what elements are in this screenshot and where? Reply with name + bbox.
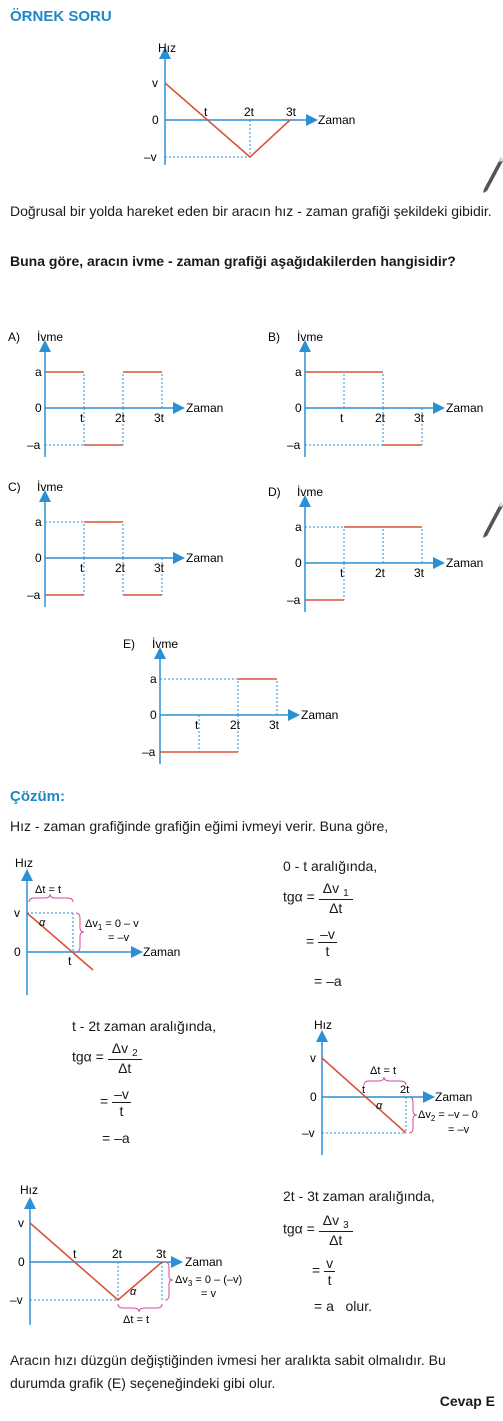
tick-t: t: [80, 411, 84, 425]
tick-2t: 2t: [375, 566, 386, 580]
svg-text:t: t: [68, 954, 72, 968]
x-axis-label: Zaman: [446, 401, 484, 415]
svg-text:Zaman: Zaman: [185, 1255, 223, 1269]
x-axis-label: Zaman: [186, 551, 224, 565]
tick-2t: 2t: [115, 561, 126, 575]
option-e-graph[interactable]: [120, 632, 365, 772]
tick-2t: 2t: [375, 411, 386, 425]
option-label: E): [123, 637, 135, 651]
tick-3t: 3t: [269, 718, 280, 732]
tick-t: t: [340, 411, 344, 425]
svg-text:v: v: [152, 76, 158, 90]
svg-text:0: 0: [310, 1090, 317, 1104]
y-axis-label: Hız: [158, 41, 176, 55]
tick-neg-a: –a: [27, 588, 41, 602]
tick-3t: 3t: [414, 411, 425, 425]
svg-text:2t: 2t: [112, 1247, 123, 1261]
tick-neg-a: –a: [287, 438, 301, 452]
y-axis-label: İvme: [37, 330, 64, 344]
svg-text:Δv3 = 0 – (–v): $\Delta v_3 = 0 - (-v)$: [175, 1274, 243, 1288]
tick-neg-a: –a: [142, 745, 156, 759]
tick-2t: 2t: [115, 411, 126, 425]
tick-zero: 0: [35, 551, 42, 565]
svg-text:t: t: [362, 1084, 366, 1096]
question-text: Doğrusal bir yolda hareket eden bir aracın hız - zaman grafiği şekildeki gibidir.: [10, 203, 492, 219]
svg-text:Hız: Hız: [20, 1183, 38, 1197]
svg-text:Δt = t: Δt = t: [35, 884, 61, 896]
svg-text:Δt = t: Δt = t: [370, 1065, 396, 1077]
option-a-graph[interactable]: [5, 325, 250, 465]
solution-graph-2: [300, 1015, 500, 1165]
solution-graph-3: [5, 1180, 285, 1330]
svg-text:v: v: [18, 1216, 24, 1230]
svg-text:2t: 2t: [400, 1084, 410, 1096]
pencil-icon: [481, 155, 503, 195]
svg-text:Δt = t: Δt = t: [123, 1314, 149, 1326]
solution-intro: Hız - zaman grafiğinde grafiğin eğimi ivmeyi verir. Buna göre,: [10, 818, 389, 834]
y-axis-label: İvme: [297, 330, 324, 344]
x-axis-label: Zaman: [318, 113, 356, 127]
pencil-icon: [481, 500, 503, 540]
svg-text:–v: –v: [302, 1126, 315, 1140]
svg-text:α: α: [39, 917, 46, 929]
option-label: D): [268, 485, 281, 499]
svg-text:α: α: [130, 1286, 137, 1298]
y-axis-label: İvme: [152, 637, 179, 651]
svg-text:–v: –v: [10, 1293, 23, 1307]
svg-text:0: 0: [14, 945, 21, 959]
y-axis-label: İvme: [297, 485, 324, 499]
option-d-graph[interactable]: [265, 480, 500, 620]
svg-text:Zaman: Zaman: [435, 1090, 473, 1104]
svg-text:= –v: = –v: [108, 932, 130, 944]
question-velocity-graph: [130, 35, 370, 175]
tick-3t: 3t: [154, 561, 165, 575]
tick-t: t: [195, 718, 199, 732]
tick-neg-a: –a: [287, 593, 301, 607]
tick-t: t: [340, 566, 344, 580]
option-b-graph[interactable]: [265, 325, 500, 465]
svg-text:t: t: [73, 1247, 77, 1261]
tick-3t: 3t: [154, 411, 165, 425]
svg-text:0: 0: [18, 1255, 25, 1269]
y-axis-label: İvme: [37, 480, 64, 494]
solution-title: Çözüm:: [10, 788, 65, 805]
svg-text:t: t: [204, 105, 208, 119]
x-axis-label: Zaman: [446, 556, 484, 570]
x-axis-label: Zaman: [301, 708, 339, 722]
tick-a: a: [150, 672, 157, 686]
svg-text:3t: 3t: [156, 1247, 167, 1261]
option-label: C): [8, 480, 21, 494]
option-label: B): [268, 330, 280, 344]
svg-text:3t: 3t: [286, 105, 297, 119]
svg-text:Hız: Hız: [314, 1018, 332, 1032]
tick-zero: 0: [295, 401, 302, 415]
answer-text: Cevap E: [439, 1393, 495, 1409]
option-c-graph[interactable]: [5, 475, 250, 615]
svg-text:= v: = v: [201, 1288, 216, 1300]
solution-graph-1: [5, 850, 275, 1000]
tick-zero: 0: [295, 556, 302, 570]
svg-text:Zaman: Zaman: [143, 945, 181, 959]
tick-a: a: [35, 515, 42, 529]
tick-a: a: [295, 365, 302, 379]
tick-t: t: [80, 561, 84, 575]
tick-a: a: [295, 520, 302, 534]
tick-3t: 3t: [414, 566, 425, 580]
tick-zero: 0: [150, 708, 157, 722]
svg-text:v: v: [14, 906, 20, 920]
tick-zero: 0: [35, 401, 42, 415]
question-prompt: Buna göre, aracın ivme - zaman grafiği aşağıdakilerden hangisidir?: [10, 253, 456, 269]
svg-text:0: 0: [152, 113, 159, 127]
example-question-title: ÖRNEK SORU: [10, 8, 112, 25]
svg-text:α: α: [376, 1100, 383, 1112]
solution-conclusion: Aracın hızı düzgün değiştiğinden ivmesi her aralıkta sabit olmalıdır. Bu durumda grafik (E) seçeneğindeki gibi olur.: [10, 1352, 446, 1391]
svg-text:2t: 2t: [244, 105, 255, 119]
svg-text:= –v: = –v: [448, 1124, 470, 1136]
option-label: A): [8, 330, 20, 344]
tick-2t: 2t: [230, 718, 241, 732]
svg-text:Δv2 = –v – 0: $\Delta v_2 = -v - 0$: [418, 1109, 478, 1123]
svg-text:v: v: [310, 1051, 316, 1065]
x-axis-label: Zaman: [186, 401, 224, 415]
svg-text:–v: –v: [144, 150, 157, 164]
svg-text:Hız: Hız: [15, 856, 33, 870]
tick-a: a: [35, 365, 42, 379]
tick-neg-a: –a: [27, 438, 41, 452]
svg-text:Δv1 = 0 – v: $\Delta v_1 = 0 - v$: [85, 918, 139, 932]
